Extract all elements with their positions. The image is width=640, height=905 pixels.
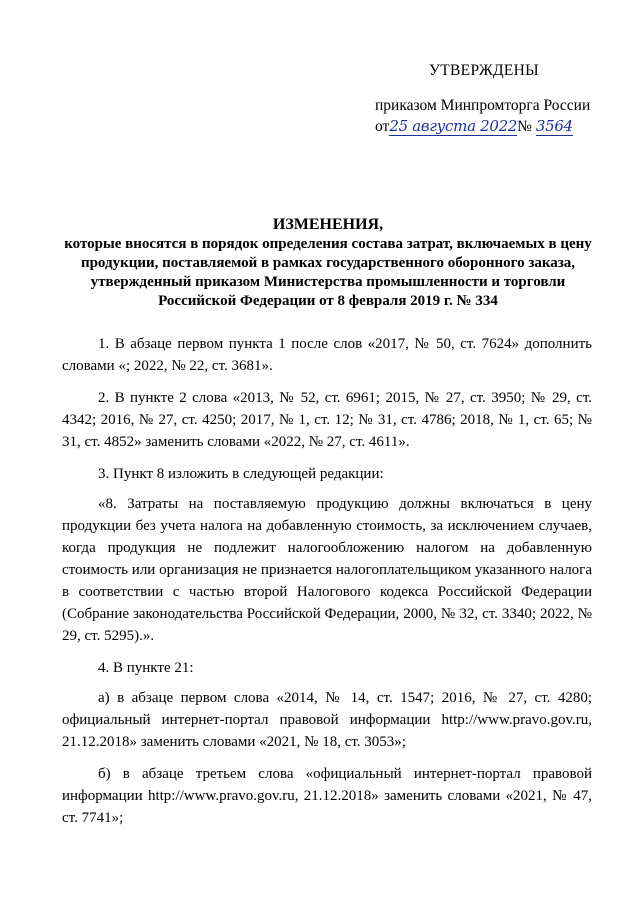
approval-stamp-block <box>375 60 605 137</box>
paragraph-2: 2. В пункте 2 слова «2013, № 52, ст. 6961; 2015, № 27, ст. 3950; № 29, ст. 4342; 2016, № 27, ст. 4250; 2017, № 1, ст. 12; № 31, ст. 4786; 2018, № 1, ст. 65; № 31, ст. 4852» заменить словами «2022, № 27, ст. 4611». <box>62 390 592 450</box>
approved-heading: УТВЕРЖДЕНЫ <box>429 62 539 79</box>
document-title <box>58 215 598 311</box>
paragraph-1: 1. В абзаце первом пункта 1 после слов «2017, № 50, ст. 7624» дополнить словами «; 2022, № 22, ст. 3681». <box>62 336 592 374</box>
paragraph-7: б) в абзаце третьем слова «официальный интернет-портал правовой информации http://www.pravo.gov.ru, 21.12.2018» заменить словами «2021, № 47, ст. 7741»; <box>62 766 592 826</box>
paragraph-4: «8. Затраты на поставляемую продукцию должны включаться в цену продукции без учета налога на добавленную стоимость, за исключением случаев, когда продукция не подлежит налогообложению налогом на добавленную стоимость или организация не признается налогоплательщиком указанного налога в соответствии с частью второй Налогового кодекса Российской Федерации (Собрание законодательства Российской Федерации, 2000, № 32, ст. 3340; 2022, № 29, ст. 5295).». <box>62 496 592 644</box>
paragraph-3: 3. Пункт 8 изложить в следующей редакции: <box>98 466 384 482</box>
paragraph-5: 4. В пункте 21: <box>98 660 194 676</box>
handwritten-date: 25 августа 2022 <box>389 117 518 135</box>
title-heading: ИЗМЕНЕНИЯ, <box>272 216 384 233</box>
order-date-number-line <box>375 116 605 137</box>
from-prefix: от <box>375 118 390 135</box>
title-subtitle: которые вносятся в порядок определения состава затрат, включаемых в цену продукции, поставляемой в рамках государственного оборонного заказа, утвержденный приказом Министерства промышленности и торговли Российской Федерации от 8 февраля 2019 г. № 334 <box>64 236 592 309</box>
paragraph-6: а) в абзаце первом слова «2014, № 14, ст. 1547; 2016, № 27, ст. 4280; официальный интернет-портал правовой информации http://www.pravo.gov.ru, 21.12.2018» заменить словами «2021, № 18, ст. 3053»; <box>62 690 592 750</box>
order-line: приказом Минпромторга России <box>375 97 591 114</box>
handwritten-number: 3564 <box>535 117 573 135</box>
document-body <box>62 333 592 839</box>
number-sign: № <box>517 118 532 135</box>
